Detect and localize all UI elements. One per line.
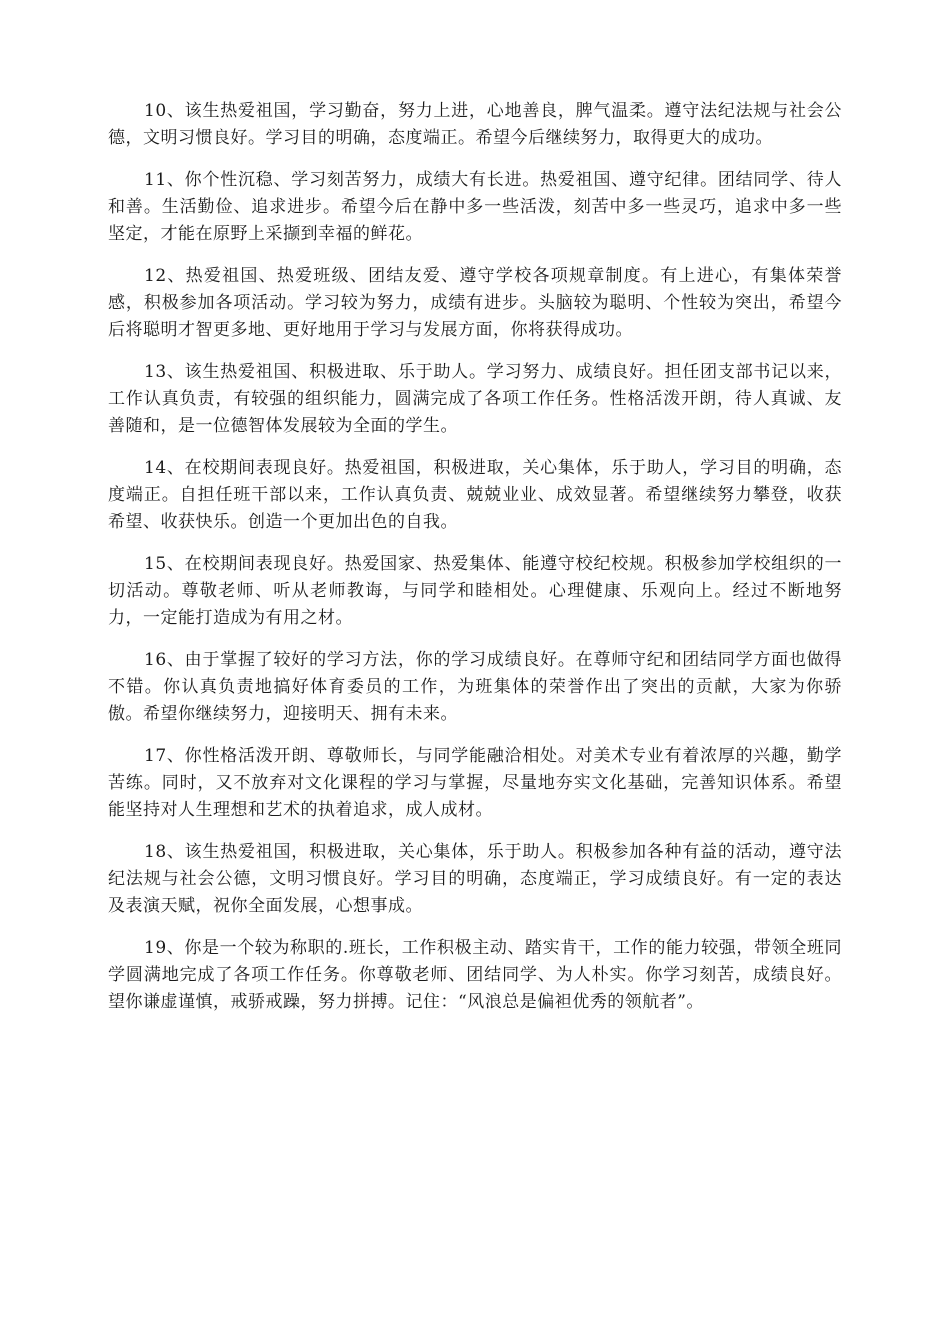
document-body [108, 98, 842, 1031]
comment-paragraph-10: 10、该生热爱祖国，学习勤奋，努力上进，心地善良，脾气温柔。遵守法纪法规与社会公德，文明习惯良好。学习目的明确，态度端正。希望今后继续努力，取得更大的成功。 [108, 101, 842, 148]
comment-paragraph-14: 14、在校期间表现良好。热爱祖国，积极进取，关心集体，乐于助人，学习目的明确，态度端正。自担任班干部以来，工作认真负责、兢兢业业、成效显著。希望继续努力攀登，收获希望、收获快乐。创造一个更加出色的自我。 [108, 458, 842, 532]
comment-paragraph-15: 15、在校期间表现良好。热爱国家、热爱集体、能遵守校纪校规。积极参加学校组织的一切活动。尊敬老师、听从老师教诲，与同学和睦相处。心理健康、乐观向上。经过不断地努力，一定能打造成为有用之材。 [108, 554, 842, 628]
comment-paragraph-16: 16、由于掌握了较好的学习方法，你的学习成绩良好。在尊师守纪和团结同学方面也做得不错。你认真负责地搞好体育委员的工作，为班集体的荣誉作出了突出的贡献，大家为你骄傲。希望你继续努力，迎接明天、拥有未来。 [108, 650, 842, 724]
comment-paragraph-17: 17、你性格活泼开朗、尊敬师长，与同学能融洽相处。对美术专业有着浓厚的兴趣，勤学苦练。同时，又不放弃对文化课程的学习与掌握，尽量地夯实文化基础，完善知识体系。希望能坚持对人生理想和艺术的执着追求，成人成材。 [108, 746, 842, 820]
comment-paragraph-19: 19、你是一个较为称职的.班长，工作积极主动、踏实肯干，工作的能力较强，带领全班同学圆满地完成了各项工作任务。你尊敬老师、团结同学、为人朴实。你学习刻苦，成绩良好。望你谦虚谨慎，戒骄戒躁，努力拼搏。记住：“风浪总是偏袒优秀的领航者”。 [108, 938, 842, 1012]
comment-paragraph-18: 18、该生热爱祖国，积极进取，关心集体，乐于助人。积极参加各种有益的活动，遵守法纪法规与社会公德，文明习惯良好。学习目的明确，态度端正，学习成绩良好。有一定的表达及表演天赋，祝你全面发展，心想事成。 [108, 842, 842, 916]
comment-paragraph-13: 13、该生热爱祖国、积极进取、乐于助人。学习努力、成绩良好。担任团支部书记以来，工作认真负责，有较强的组织能力，圆满完成了各项工作任务。性格活泼开朗，待人真诚、友善随和，是一位德智体发展较为全面的学生。 [108, 362, 842, 436]
comment-paragraph-11: 11、你个性沉稳、学习刻苦努力，成绩大有长进。热爱祖国、遵守纪律。团结同学、待人和善。生活勤俭、追求进步。希望今后在静中多一些活泼，刻苦中多一些灵巧，追求中多一些坚定，才能在原野上采撷到幸福的鲜花。 [108, 170, 842, 244]
comment-paragraph-12: 12、热爱祖国、热爱班级、团结友爱、遵守学校各项规章制度。有上进心，有集体荣誉感，积极参加各项活动。学习较为努力，成绩有进步。头脑较为聪明、个性较为突出，希望今后将聪明才智更多地、更好地用于学习与发展方面，你将获得成功。 [108, 266, 842, 340]
